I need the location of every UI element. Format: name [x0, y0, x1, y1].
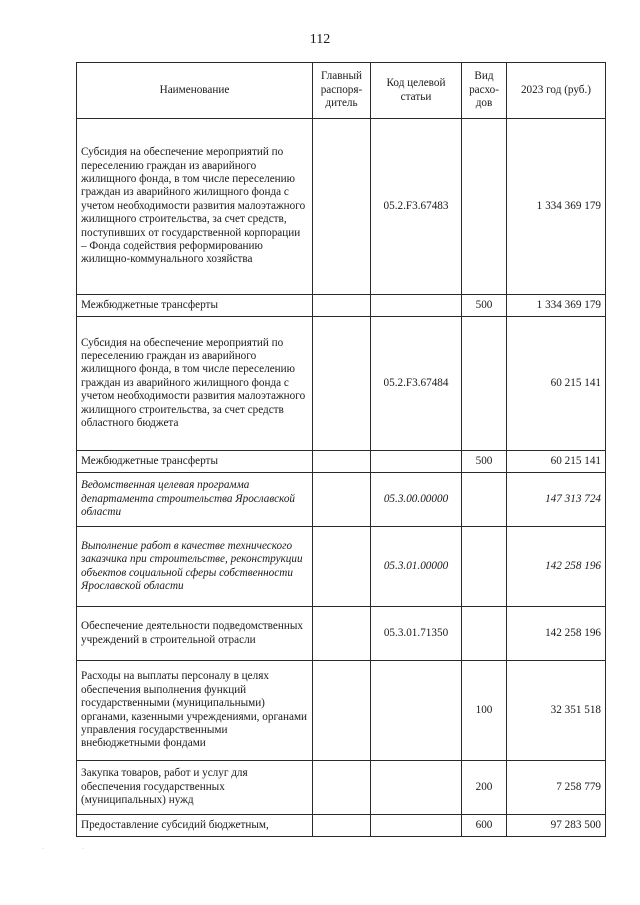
table-row	[77, 473, 606, 527]
cell-amount: 142 258 196	[507, 527, 606, 607]
cell-code	[371, 815, 462, 837]
table-row	[77, 607, 606, 661]
cell-amount: 60 215 141	[507, 451, 606, 473]
cell-name: Межбюджетные трансферты	[77, 451, 313, 473]
budget-table	[76, 62, 606, 837]
cell-name: Закупка товаров, работ и услуг для обеспечения государственных (муниципальных) нужд	[77, 761, 313, 815]
table-row	[77, 317, 606, 451]
cell-manager	[313, 661, 371, 761]
cell-kind	[462, 607, 507, 661]
cell-amount: 1 334 369 179	[507, 119, 606, 295]
cell-amount: 97 283 500	[507, 815, 606, 837]
cell-kind: 200	[462, 761, 507, 815]
cell-manager	[313, 761, 371, 815]
cell-name: Выполнение работ в качестве технического заказчика при строительстве, реконструкции объектов социальной сферы собственности Ярославской области	[77, 527, 313, 607]
cell-kind: 600	[462, 815, 507, 837]
cell-manager	[313, 473, 371, 527]
header-kind: Вид расхо-дов	[462, 63, 507, 119]
cell-code: 05.2.F3.67484	[371, 317, 462, 451]
cell-name: Предоставление субсидий бюджетным,	[77, 815, 313, 837]
header-amount: 2023 год (руб.)	[507, 63, 606, 119]
cell-amount: 7 258 779	[507, 761, 606, 815]
cell-name: Межбюджетные трансферты	[77, 295, 313, 317]
table-header-row	[77, 63, 606, 119]
header-manager: Главный распоря-дитель	[313, 63, 371, 119]
cell-name: Субсидия на обеспечение мероприятий по переселению граждан из аварийного жилищного фонда, в том числе переселению граждан из аварийного жилищного фонда с учетом необходимости развития малоэтажного жилищного строительства, за счет средств, поступивших от государственной корпорации – Фонда содействия реформированию жилищно-коммунального хозяйства	[77, 119, 313, 295]
cell-kind	[462, 119, 507, 295]
table-row	[77, 451, 606, 473]
cell-code: 05.3.01.71350	[371, 607, 462, 661]
cell-manager	[313, 119, 371, 295]
cell-name: Ведомственная целевая программа департамента строительства Ярославской области	[77, 473, 313, 527]
table-row	[77, 761, 606, 815]
cell-manager	[313, 607, 371, 661]
cell-manager	[313, 527, 371, 607]
cell-kind	[462, 317, 507, 451]
table-row	[77, 295, 606, 317]
cell-name: Обеспечение деятельности подведомственных учреждений в строительной отрасли	[77, 607, 313, 661]
cell-amount: 147 313 724	[507, 473, 606, 527]
cell-amount: 1 334 369 179	[507, 295, 606, 317]
cell-kind: 100	[462, 661, 507, 761]
cell-kind: 500	[462, 295, 507, 317]
table-row	[77, 527, 606, 607]
cell-code	[371, 295, 462, 317]
cell-kind: 500	[462, 451, 507, 473]
cell-name: Расходы на выплаты персоналу в целях обеспечения выполнения функций государственными (муниципальными) органами, казенными учреждениями, органами управления государственными внебюджетными фондами	[77, 661, 313, 761]
scan-speck: ·	[42, 846, 44, 852]
cell-manager	[313, 295, 371, 317]
cell-code: 05.2.F3.67483	[371, 119, 462, 295]
table-row	[77, 661, 606, 761]
cell-amount: 60 215 141	[507, 317, 606, 451]
cell-code	[371, 451, 462, 473]
scan-speck: ·	[82, 846, 84, 852]
page-number: 112	[309, 32, 331, 47]
cell-manager	[313, 451, 371, 473]
cell-kind	[462, 473, 507, 527]
cell-amount: 142 258 196	[507, 607, 606, 661]
header-code: Код целевой статьи	[371, 63, 462, 119]
cell-code	[371, 661, 462, 761]
cell-name: Субсидия на обеспечение мероприятий по переселению граждан из аварийного жилищного фонда, в том числе переселению граждан из аварийного жилищного фонда с учетом необходимости развития малоэтажного жилищного строительства, за счет средств областного бюджета	[77, 317, 313, 451]
table-row	[77, 815, 606, 837]
header-name: Наименование	[77, 63, 313, 119]
cell-code: 05.3.00.00000	[371, 473, 462, 527]
cell-code: 05.3.01.00000	[371, 527, 462, 607]
cell-amount: 32 351 518	[507, 661, 606, 761]
cell-kind	[462, 527, 507, 607]
cell-code	[371, 761, 462, 815]
cell-manager	[313, 317, 371, 451]
cell-manager	[313, 815, 371, 837]
table-row	[77, 119, 606, 295]
